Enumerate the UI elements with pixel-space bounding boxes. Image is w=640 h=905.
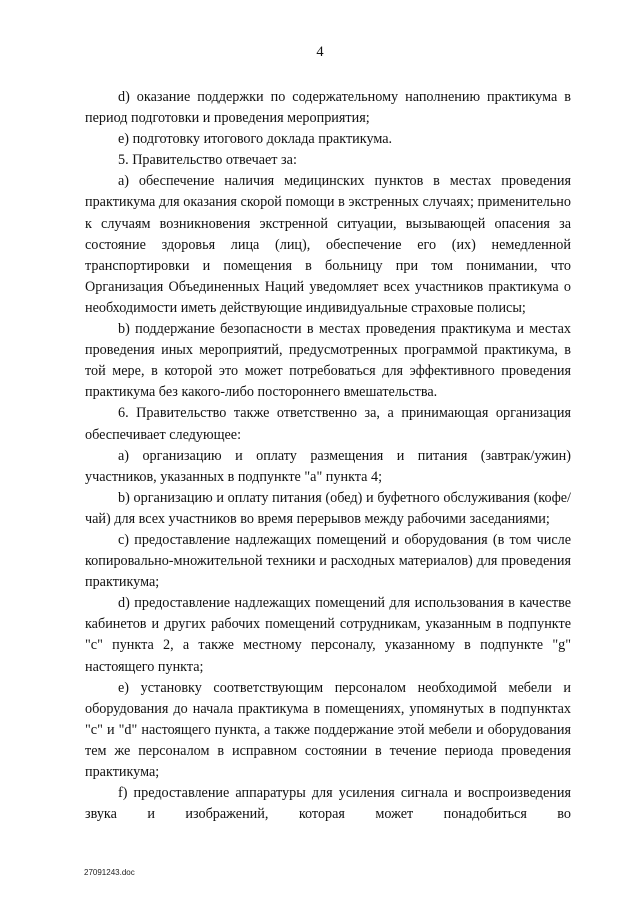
- paragraph: b) организацию и оплату питания (обед) и буфетного обслуживания (кофе/чай) для всех участников во время перерывов между рабочими заседаниями;: [85, 489, 571, 527]
- paragraph: a) обеспечение наличия медицинских пунктов в местах проведения практикума для оказания скорой помощи в экстренных случаях; применительно к случаям возникновения экстренной ситуации, вызывающей опасения за состояние здоровья лица (лиц), обеспечение его (их) немедленной транспортировки и помещения в больницу при том понимании, что Организация Объединенных Наций уведомляет всех участников практикума о необходимости иметь действующие индивидуальные страховые полисы;: [85, 173, 571, 316]
- paragraph: e) установку соответствующим персоналом необходимой мебели и оборудования до начала практикума в помещениях, упомянутых в подпунктах "c" и "d" настоящего пункта, а также поддержание этой мебели и оборудования тем же персоналом в исправном состоянии в течение периода проведения практикума;: [85, 679, 571, 780]
- paragraph: c) предоставление надлежащих помещений и оборудования (в том числе копировально-множительной техники и расходных материалов) для проведения практикума;: [85, 531, 571, 591]
- paragraph: a) организацию и оплату размещения и питания (завтрак/ужин) участников, указанных в подпункте "a" пункта 4;: [85, 447, 571, 485]
- paragraph: 5. Правительство отвечает за:: [118, 152, 297, 169]
- page-number: 4: [316, 44, 324, 60]
- paragraph: d) оказание поддержки по содержательному наполнению практикума в период подготовки и проведения мероприятия;: [85, 89, 571, 127]
- document-body: [85, 87, 571, 825]
- document-filename: 27091243.doc: [84, 868, 135, 877]
- paragraph: d) предоставление надлежащих помещений для использования в качестве кабинетов и других рабочих помещений сотрудникам, указанным в подпункте "c" пункта 2, а также местному персоналу, указанному в подпункте "g" настоящего пункта;: [85, 595, 571, 675]
- paragraph: e) подготовку итогового доклада практикума.: [118, 131, 393, 148]
- paragraph: f) предоставление аппаратуры для усиления сигнала и воспроизведения звука и изображений, которая может понадобиться во: [85, 785, 571, 823]
- paragraph: b) поддержание безопасности в местах проведения практикума и местах проведения иных мероприятий, предусмотренных программой практикума, в той мере, в которой это может потребоваться для эффективного проведения практикума без какого-либо постороннего вмешательства.: [85, 321, 571, 401]
- paragraph: 6. Правительство также ответственно за, а принимающая организация обеспечивает следующее:: [85, 405, 571, 443]
